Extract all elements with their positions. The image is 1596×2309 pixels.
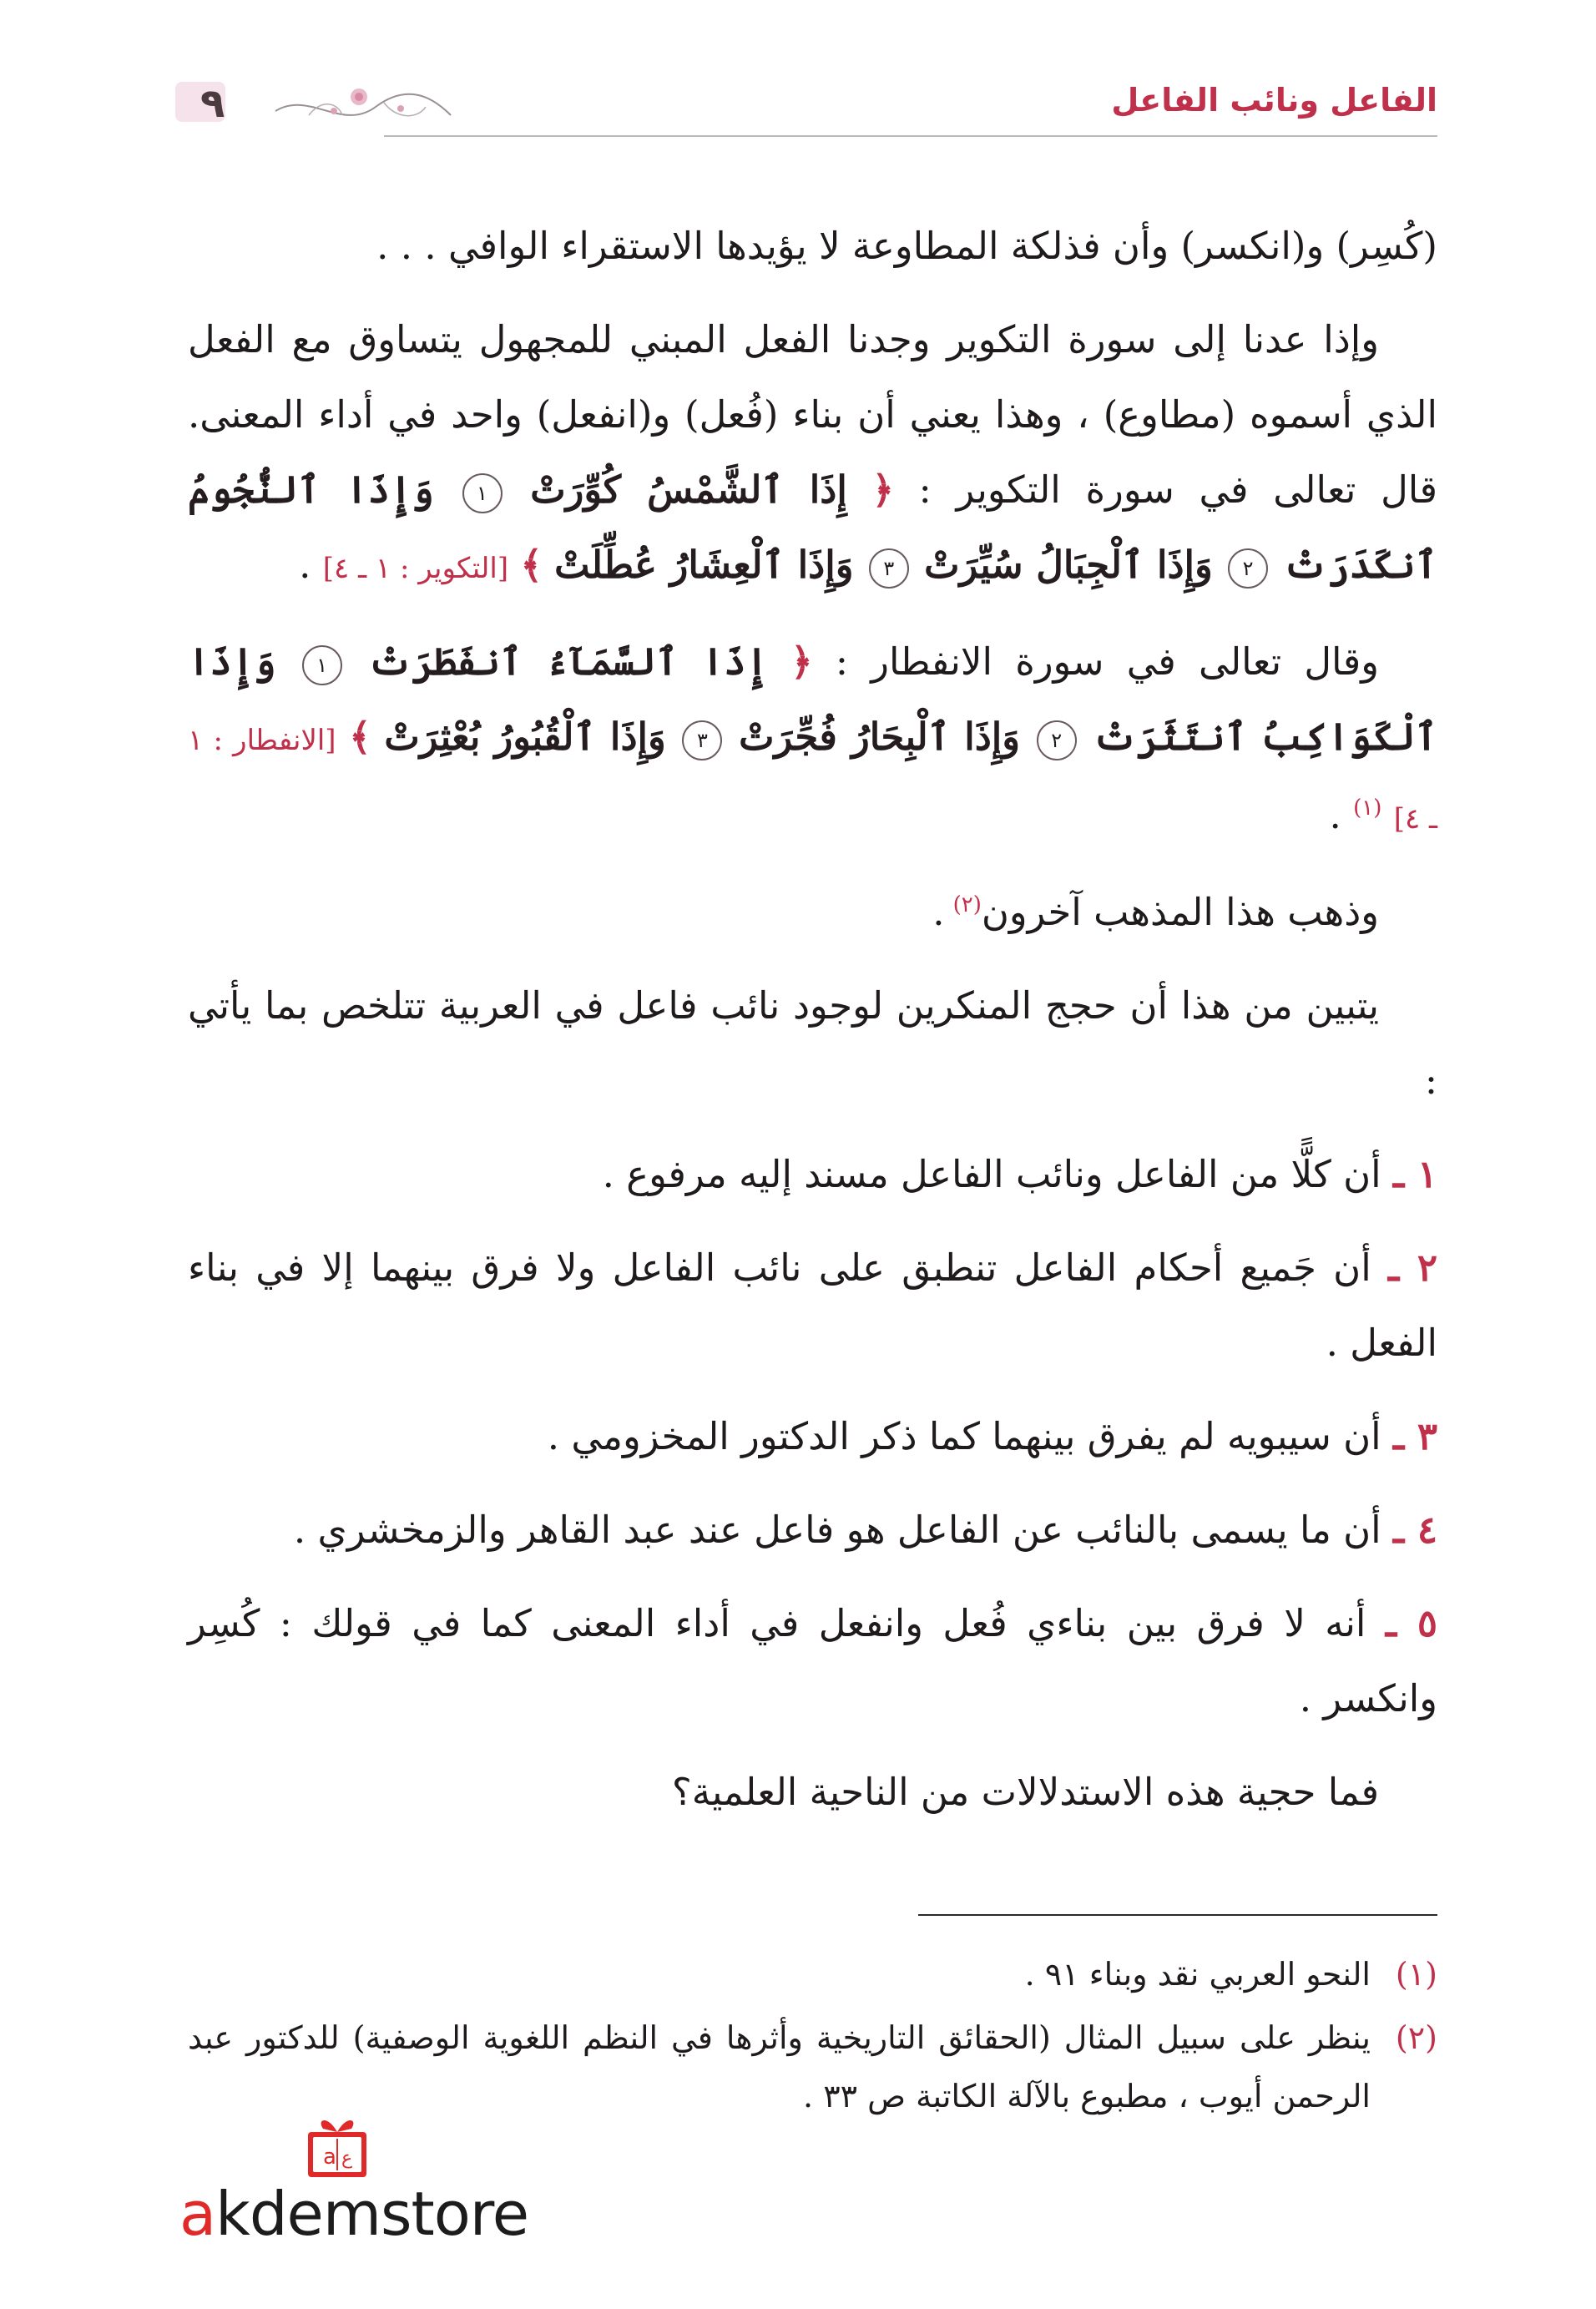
- running-title: الفاعل ونائب الفاعل: [1111, 82, 1437, 119]
- footnote-marker: (٢): [1395, 2019, 1437, 2056]
- footnote-item: [188, 2008, 1437, 2125]
- sentence-end: .: [1329, 793, 1341, 837]
- paragraph-2: [188, 302, 1437, 606]
- page-body: [188, 209, 1437, 1848]
- paragraph-3-text: وقال تعالى في سورة الانفطار :: [835, 639, 1379, 684]
- footnote-ref-1[interactable]: (١): [1353, 796, 1382, 821]
- footnote-marker: (١): [1395, 1956, 1437, 1993]
- akdemstore-watermark: [179, 2112, 530, 2262]
- quran-ayah: وَإِذَا ٱلْبِحَارُ فُجِّرَتْ: [739, 715, 1020, 759]
- gift-book-icon: [305, 2112, 370, 2180]
- sentence-end: .: [932, 890, 945, 934]
- list-item-text: أن كلًّا من الفاعل ونائب الفاعل مسند إليه مرفوع .: [602, 1152, 1381, 1196]
- paragraph-3: [188, 624, 1437, 856]
- ayah-number-marker: ١: [302, 645, 342, 685]
- ayah-number-marker: ١: [462, 473, 503, 513]
- quran-ayah: وَإِذَا ٱلْقُبُورُ بُعْثِرَتْ: [384, 715, 666, 759]
- quran-open-brace: ﴿: [871, 467, 894, 512]
- ayah-number-marker: ٢: [1037, 720, 1077, 760]
- paragraph-4: [188, 875, 1437, 950]
- paragraph-1: (كُسِر) و(انكسر) وأن فذلكة المطاوعة لا يؤيدها الاستقراء الوافي . . .: [376, 224, 1437, 268]
- footnote-item: [188, 1945, 1437, 2003]
- quran-close-brace: ﴾: [349, 715, 371, 759]
- paragraph-5: يتبين من هذا أن حجج المنكرين لوجود نائب فاعل في العربية تتلخص بما يأتي :: [188, 983, 1437, 1103]
- footnote-text: النحو العربي نقد وبناء ٩١ .: [1024, 1956, 1371, 1993]
- page-number: ٩: [200, 80, 225, 127]
- list-item-number: ١ ـ: [1392, 1152, 1437, 1196]
- quran-ayah: إِذَا ٱلشَّمْسُ كُوِّرَتْ: [530, 467, 847, 512]
- footnotes: [188, 1945, 1437, 2130]
- list-item-text: أن سيبويه لم يفرق بينهما كما ذكر الدكتور المخزومي .: [547, 1414, 1381, 1458]
- list-item-number: ٣ ـ: [1392, 1414, 1437, 1458]
- list-item-number: ٥ ـ: [1385, 1601, 1437, 1645]
- quran-ayah: وَإِذَا ٱلْجِبَالُ سُيِّرَتْ: [924, 543, 1213, 587]
- quran-reference: [الانفطار : ١ ـ ٤]: [188, 724, 1437, 836]
- list-item: [188, 1230, 1437, 1381]
- footnote-divider: [918, 1914, 1437, 1916]
- list-item: [188, 1493, 1437, 1568]
- paragraph-2-text: وإذا عدنا إلى سورة التكوير وجدنا الفعل المبني للمجهول يتساوق مع الفعل الذي أسموه (مطاوع) ، وهذا يعني أن بناء (فُعل) و(انفعل) واحد في أداء المعنى. قال تعالى في سورة التكوير :: [188, 317, 1438, 512]
- footnote-ref-2[interactable]: (٢): [952, 892, 982, 917]
- sentence-end: .: [299, 543, 311, 587]
- quran-reference: [التكوير : ١ ـ ٤]: [322, 552, 509, 585]
- quran-ayah: وَإِذَا ٱلْعِشَارُ عُطِّلَتْ: [554, 543, 854, 587]
- list-item: [188, 1399, 1437, 1474]
- floral-ornament-icon: [259, 73, 459, 140]
- list-item-number: ٤ ـ: [1392, 1508, 1437, 1552]
- svg-text:a: a: [323, 2145, 336, 2170]
- header-rule: [384, 135, 1437, 137]
- quran-ayah: إِذَا ٱلسَّمَآءُ ٱنفَطَرَتْ: [367, 639, 768, 684]
- list-item-text: أن ما يسمى بالنائب عن الفاعل هو فاعل عند عبد القاهر والزمخشري .: [293, 1508, 1381, 1552]
- closing-question: فما حجية هذه الاستدلالات من الناحية العلمية؟: [671, 1770, 1379, 1814]
- paragraph-4-text: وذهب هذا المذهب آخرون: [981, 890, 1379, 934]
- list-item: [188, 1586, 1437, 1736]
- list-item-text: أنه لا فرق بين بناءي فُعل وانفعل في أداء المعنى كما في قولك : كُسِر وانكسر .: [188, 1601, 1437, 1720]
- ayah-number-marker: ٢: [1228, 548, 1268, 589]
- list-item-text: أن جَميع أحكام الفاعل تنطبق على نائب الفاعل ولا فرق بينهما إلا في بناء الفعل .: [188, 1245, 1437, 1365]
- quran-open-brace: ﴿: [790, 639, 813, 684]
- page-header: [192, 67, 1437, 142]
- watermark-text: akdemstore: [179, 2179, 529, 2249]
- quran-ayah: وَإِذَا ٱلْكَوَاكِبُ ٱنتَثَرَتْ: [188, 639, 1438, 759]
- svg-text:ع: ع: [341, 2148, 353, 2169]
- list-item: [188, 1137, 1437, 1212]
- ayah-number-marker: ٣: [869, 548, 909, 589]
- ayah-number-marker: ٣: [682, 720, 722, 760]
- quran-close-brace: ﴾: [520, 543, 543, 587]
- list-item-number: ٢ ـ: [1388, 1245, 1437, 1290]
- quran-ayah: وَإِذَا ٱلنُّجُومُ ٱنكَدَرَتْ: [188, 467, 1437, 587]
- footnote-text: ينظر على سبيل المثال (الحقائق التاريخية وأثرها في النظم اللغوية الوصفية) للدكتور عبد الرحمن أيوب ، مطبوع بالآلة الكاتبة ص ٣٣ .: [188, 2019, 1371, 2114]
